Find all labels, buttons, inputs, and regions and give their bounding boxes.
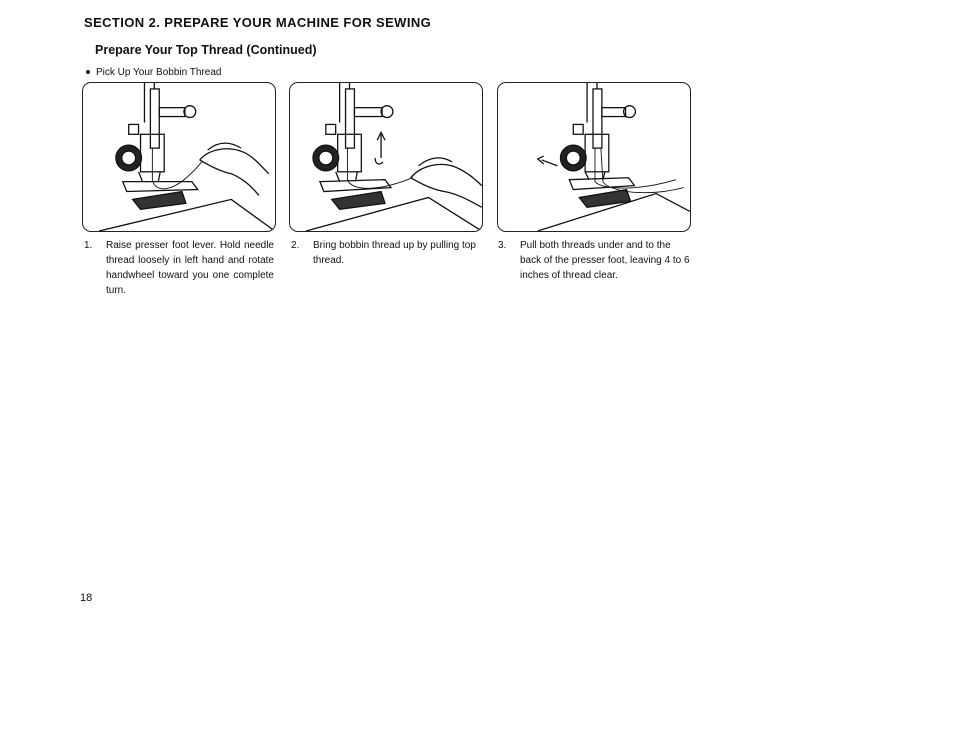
bullet-text: Pick Up Your Bobbin Thread <box>96 67 222 78</box>
step-text: Raise presser foot lever. Hold needle thread loosely in left hand and rotate handwheel toward you one complete turn. <box>106 240 274 296</box>
section-title: SECTION 2. PREPARE YOUR MACHINE FOR SEWING <box>84 15 432 30</box>
threads-back-illustration <box>498 83 690 231</box>
step-text: Pull both threads under and to the back of the presser foot, leaving 4 to 6 inches of thread clear. <box>520 240 690 281</box>
illustration-step-1 <box>82 82 276 232</box>
step-text: Bring bobbin thread up by pulling top thread. <box>313 240 476 266</box>
bullet-item <box>86 67 221 78</box>
step-number: 3. <box>498 240 507 251</box>
illustration-step-2 <box>289 82 483 232</box>
bullet-dot-icon <box>86 70 90 74</box>
page-number: 18 <box>80 592 93 604</box>
presser-foot-illustration <box>83 83 275 231</box>
step-number: 2. <box>291 240 300 251</box>
page-subtitle: Prepare Your Top Thread (Continued) <box>95 43 317 57</box>
bobbin-thread-illustration <box>290 83 482 231</box>
step-number: 1. <box>84 240 93 251</box>
illustration-step-3 <box>497 82 691 232</box>
